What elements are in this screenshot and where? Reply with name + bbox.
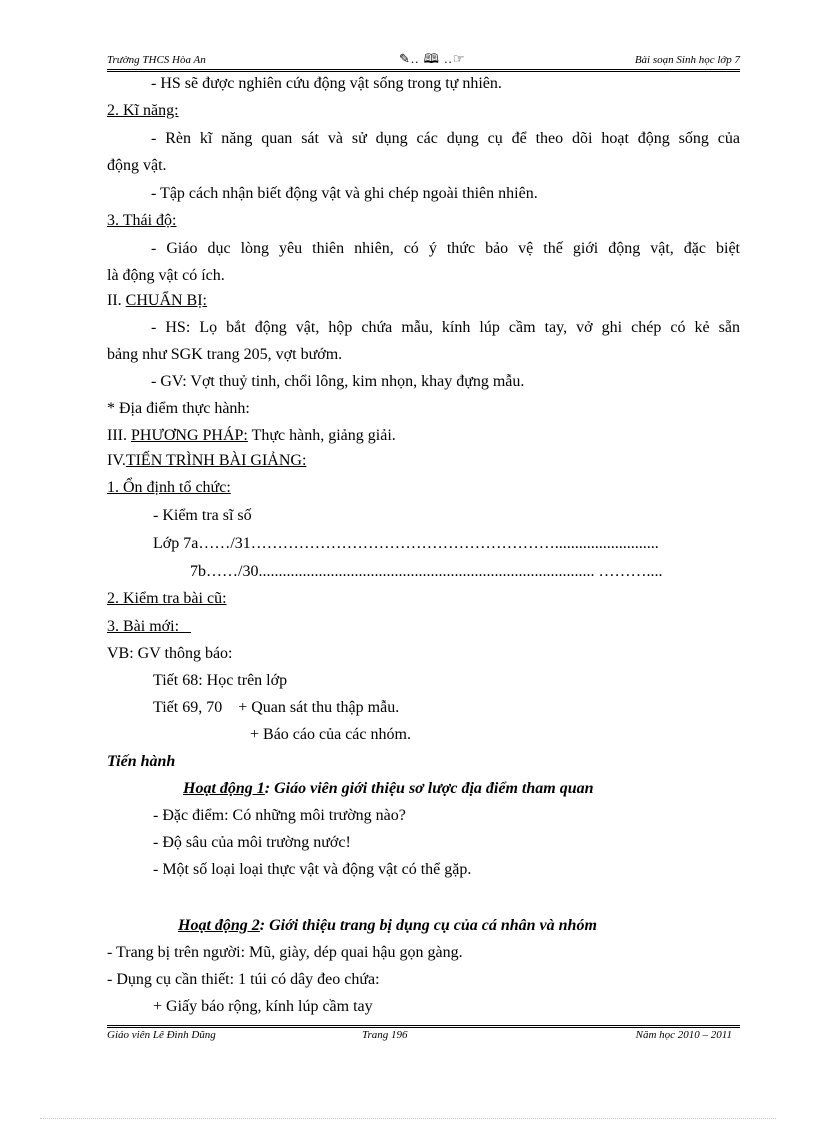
activity-1-heading	[183, 779, 594, 799]
objective-line: - HS sẽ được nghiên cứu động vật sống trong tự nhiên.	[151, 75, 502, 92]
activity-2-item: - Dụng cụ cần thiết: 1 túi có dây đeo chứa:	[107, 971, 380, 988]
page-header	[107, 52, 740, 68]
skills-line-1: - Rèn kĩ năng quan sát và sử dụng các dụng cụ để theo dõi hoạt động sống của	[151, 130, 740, 147]
page-edge	[40, 1118, 776, 1119]
prep-teacher-line: - GV: Vợt thuỷ tinh, chổi lông, kim nhọn, khay đựng mẫu.	[151, 373, 525, 390]
activity-1-item: - Đặc điểm: Có những môi trường nào?	[153, 807, 406, 824]
header-school: Trường THCS Hòa An	[107, 54, 206, 66]
activity-title: : Giới thiệu trang bị dụng cụ của cá nhân và nhóm	[259, 917, 597, 934]
activity-1-item: - Độ sâu của môi trường nước!	[153, 834, 351, 851]
activity-2-subitem: + Giấy báo rộng, kính lúp cầm tay	[153, 998, 373, 1015]
period-68: Tiết 68: Học trên lớp	[153, 672, 288, 689]
section-number: IV.	[107, 452, 126, 469]
skills-line-1-cont: động vật.	[107, 157, 167, 174]
skills-line-2: - Tập cách nhận biết động vật và ghi chép ngoài thiên nhiên.	[151, 185, 538, 202]
header-ornament-icon: ✎.. 🕮 ..☞	[399, 51, 466, 66]
section-procedure-heading	[107, 451, 306, 471]
section-number: III.	[107, 427, 131, 444]
attendance-7a: Lớp 7a……/31…………………………………………………..........................	[153, 535, 659, 552]
method-text: Thực hành, giảng giải.	[247, 427, 396, 444]
review-heading: 2. Kiểm tra bài cũ:	[107, 590, 227, 607]
section-title: CHUẨN BỊ:	[125, 292, 207, 309]
attitude-line-1-cont: là động vật có ích.	[107, 267, 225, 284]
activity-2-item: - Trang bị trên người: Mũ, giày, dép quai hậu gọn gàng.	[107, 944, 463, 961]
footer-school-year: Năm học 2010 – 2011	[635, 1029, 732, 1041]
activity-1-item: - Một số loại loại thực vật và động vật có thể gặp.	[153, 861, 472, 878]
footer-teacher: Giáo viên Lê Đình Dũng	[107, 1029, 216, 1041]
prep-student-line-cont: bảng như SGK trang 205, vợt bướm.	[107, 346, 343, 363]
prep-student-line: - HS: Lọ bắt động vật, hộp chứa mẫu, kính lúp cầm tay, vở ghi chép có kẻ sẵn	[151, 319, 740, 336]
new-lesson-heading: 3. Bài mới:	[107, 618, 192, 635]
header-subject: Bài soạn Sinh học lớp 7	[634, 54, 740, 66]
section-title: PHƯƠNG PHÁP:	[130, 427, 248, 444]
activity-title: : Giáo viên giới thiệu sơ lược địa điểm tham quan	[264, 780, 594, 797]
page-footer	[107, 1029, 740, 1045]
header-rule	[107, 69, 740, 72]
attendance-check: - Kiểm tra sĩ số	[153, 507, 252, 524]
activity-2-heading	[178, 916, 597, 936]
skills-heading: 2. Kĩ năng:	[107, 102, 179, 119]
group-reports: + Báo cáo của các nhóm.	[250, 726, 411, 743]
activity-label: Hoạt động 2	[178, 917, 260, 934]
practice-location: * Địa điểm thực hành:	[107, 400, 250, 417]
period-69-70: Tiết 69, 70 + Quan sát thu thập mẫu.	[153, 699, 400, 716]
footer-page-number: Trang 196	[362, 1029, 408, 1041]
procedure-label: Tiến hành	[107, 753, 176, 770]
section-preparation-heading	[107, 291, 207, 311]
attitude-line-1: - Giáo dục lòng yêu thiên nhiên, có ý thức bảo vệ thế giới động vật, đặc biệt	[151, 240, 740, 257]
section-number: II.	[107, 292, 126, 309]
organization-heading: 1. Ổn định tổ chức:	[107, 479, 231, 496]
attendance-7b: 7b……/30.................................................................................... ………....	[190, 563, 663, 580]
activity-label: Hoạt động 1	[183, 780, 265, 797]
footer-rule	[107, 1025, 740, 1028]
section-method-heading	[107, 426, 396, 446]
intro-line: VB: GV thông báo:	[107, 645, 233, 662]
section-title: TIẾN TRÌNH BÀI GIẢNG:	[125, 452, 307, 469]
attitude-heading: 3. Thái độ:	[107, 212, 177, 229]
